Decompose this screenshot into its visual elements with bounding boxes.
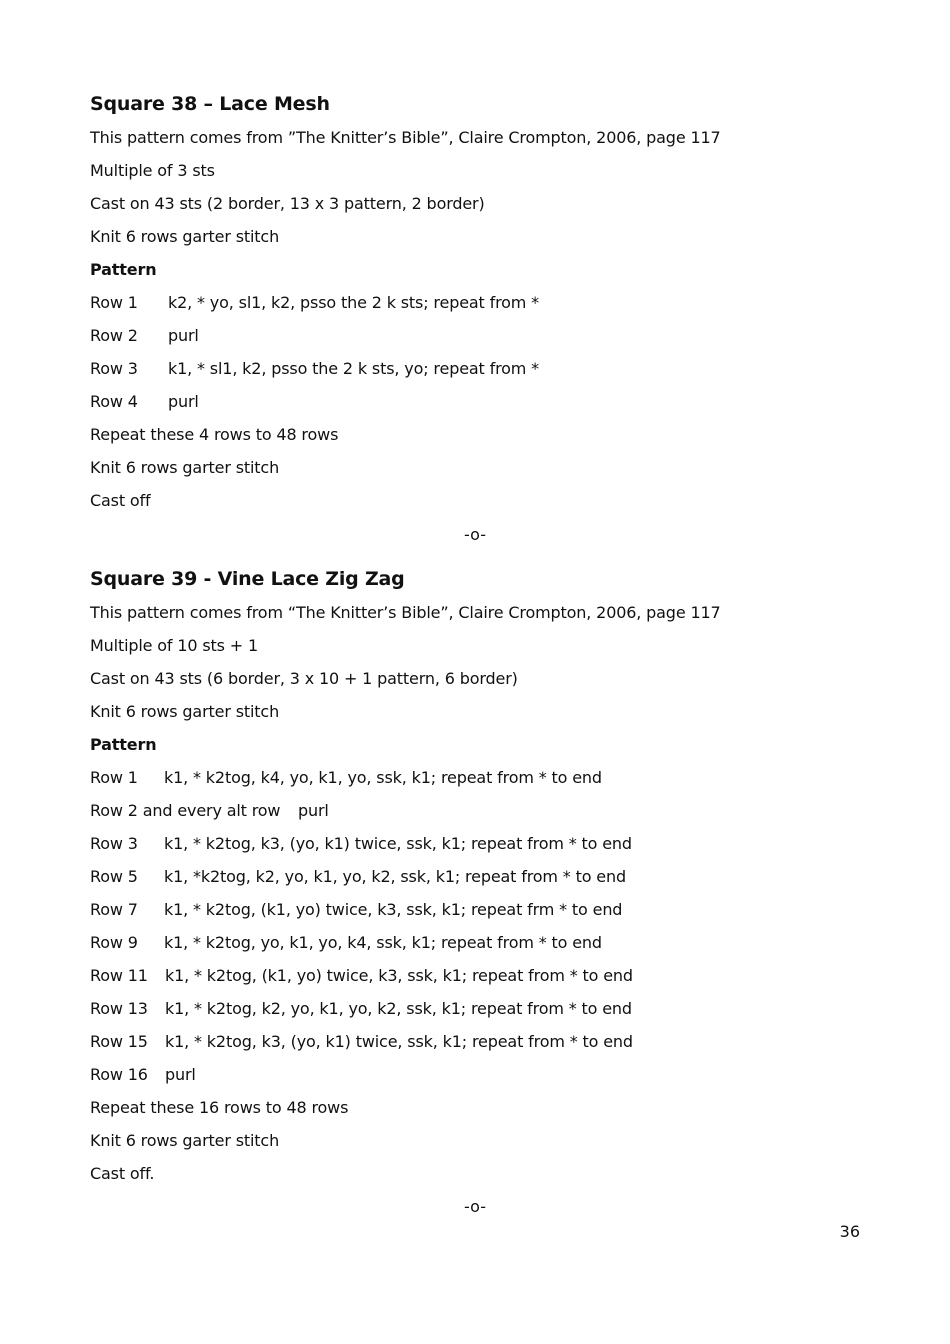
row-instruction: purl [165, 1065, 196, 1084]
row-instruction: k2, * yo, sl1, k2, psso the 2 k sts; repeat from * [168, 293, 540, 312]
pattern-row [90, 796, 870, 829]
pattern-row [90, 354, 870, 387]
row-instruction: k1, * k2tog, yo, k1, yo, k4, ssk, k1; repeat from * to end [164, 933, 602, 952]
square-39-section [90, 565, 870, 1192]
row-instruction: k1, * k2tog, (k1, yo) twice, k3, ssk, k1; repeat from * to end [165, 966, 633, 985]
row-label: Row 2 [90, 326, 138, 345]
row-instruction: k1, * k2tog, k3, (yo, k1) twice, ssk, k1; repeat from * to end [165, 1032, 633, 1051]
square-38-knit-end: Knit 6 rows garter stitch [90, 458, 280, 477]
pattern-row [90, 994, 870, 1027]
square-39-cast-off: Cast off. [90, 1164, 155, 1183]
row-label: Row 11 [90, 966, 148, 985]
square-39-source: This pattern comes from “The Knitter’s Bible”, Claire Crompton, 2006, page 117 [90, 603, 721, 622]
row-instruction: k1, * k2tog, (k1, yo) twice, k3, ssk, k1; repeat frm * to end [164, 900, 623, 919]
row-label: Row 9 [90, 933, 138, 952]
row-instruction: purl [298, 801, 329, 820]
pattern-row [90, 829, 870, 862]
row-instruction: k1, * k2tog, k4, yo, k1, yo, ssk, k1; repeat from * to end [164, 768, 602, 787]
pattern-row [90, 763, 870, 796]
row-label: Row 3 [90, 834, 138, 853]
square-38-source: This pattern comes from ”The Knitter’s Bible”, Claire Crompton, 2006, page 117 [90, 128, 721, 147]
square-39-cast-on: Cast on 43 sts (6 border, 3 x 10 + 1 pattern, 6 border) [90, 669, 518, 688]
square-39-title: Square 39 - Vine Lace Zig Zag [90, 568, 405, 590]
square-38-title: Square 38 – Lace Mesh [90, 93, 330, 115]
row-instruction: purl [168, 392, 199, 411]
row-instruction: k1, * k2tog, k2, yo, k1, yo, k2, ssk, k1; repeat from * to end [165, 999, 632, 1018]
row-label: Row 4 [90, 392, 138, 411]
row-label: Row 1 [90, 293, 138, 312]
pattern-row [90, 928, 870, 961]
row-label: Row 16 [90, 1065, 148, 1084]
pattern-row [90, 387, 870, 420]
row-label: Row 3 [90, 359, 138, 378]
square-39-pattern-heading: Pattern [90, 735, 157, 754]
pattern-row [90, 862, 870, 895]
square-38-section [90, 90, 870, 519]
row-label: Row 5 [90, 867, 138, 886]
pattern-row [90, 961, 870, 994]
section-separator: -o- [464, 525, 486, 544]
pattern-row [90, 895, 870, 928]
square-38-cast-off: Cast off [90, 491, 151, 510]
pattern-row [90, 1027, 870, 1060]
square-39-multiple: Multiple of 10 sts + 1 [90, 636, 258, 655]
pattern-row [90, 321, 870, 354]
row-instruction: purl [168, 326, 199, 345]
row-label: Row 15 [90, 1032, 148, 1051]
pattern-row [90, 1060, 870, 1093]
row-label: Row 7 [90, 900, 138, 919]
row-instruction: k1, *k2tog, k2, yo, k1, yo, k2, ssk, k1; repeat from * to end [164, 867, 626, 886]
row-label: Row 1 [90, 768, 138, 787]
square-39-knit-start: Knit 6 rows garter stitch [90, 702, 280, 721]
page-number: 36 [839, 1222, 860, 1241]
square-39-knit-end: Knit 6 rows garter stitch [90, 1131, 280, 1150]
row-label: Row 13 [90, 999, 148, 1018]
square-39-repeat: Repeat these 16 rows to 48 rows [90, 1098, 349, 1117]
square-38-pattern-heading: Pattern [90, 260, 157, 279]
section-separator: -o- [464, 1197, 486, 1216]
pattern-row [90, 288, 870, 321]
square-38-repeat: Repeat these 4 rows to 48 rows [90, 425, 339, 444]
square-38-cast-on: Cast on 43 sts (2 border, 13 x 3 pattern, 2 border) [90, 194, 485, 213]
row-label: Row 2 and every alt row [90, 801, 281, 820]
row-instruction: k1, * k2tog, k3, (yo, k1) twice, ssk, k1; repeat from * to end [164, 834, 632, 853]
square-38-knit-start: Knit 6 rows garter stitch [90, 227, 280, 246]
row-instruction: k1, * sl1, k2, psso the 2 k sts, yo; repeat from * [168, 359, 540, 378]
square-38-multiple: Multiple of 3 sts [90, 161, 215, 180]
